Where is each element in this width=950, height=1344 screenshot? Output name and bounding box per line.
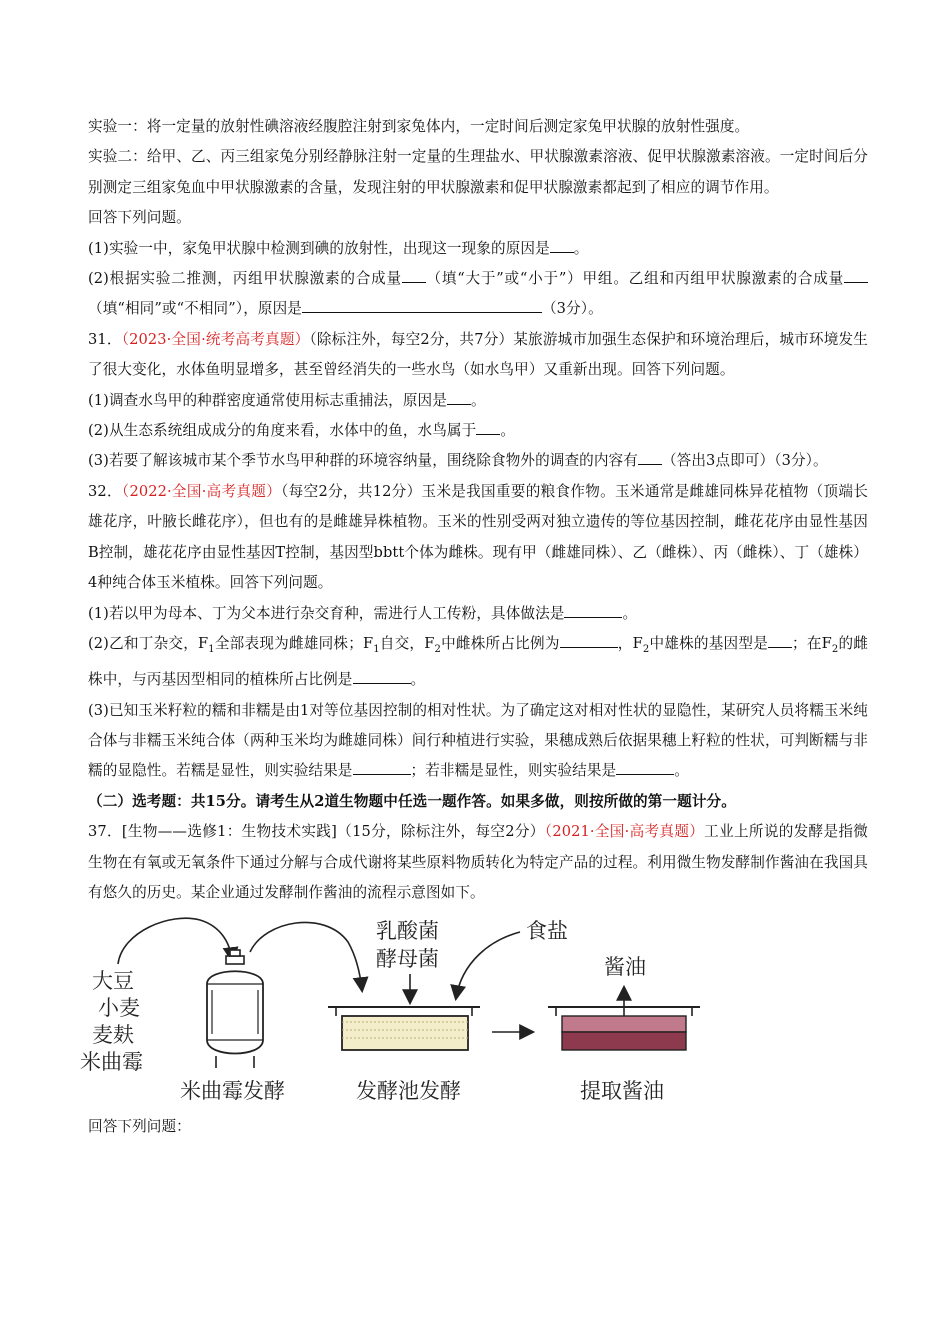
soy-sauce-flow-diagram	[80, 912, 880, 1112]
experiment-1: 实验一：将一定量的放射性碘溶液经腹腔注射到家兔体内，一定时间后测定家兔甲状腺的放射性强度。	[88, 118, 750, 135]
q32-stem: 32．（2022·全国·高考真题）（每空2分，共12分）玉米是我国重要的粮食作物。玉米通常是雌雄同株异花植物（顶端长雄花序，叶腋长雌花序），但也有的是雌雄异株植物。玉米的性别受两对独立遗传的等位基因控制，雌花花序由显性基因B控制，雄花花序由显性基因T控制，基因型bbtt个体为雌株。现有甲（雌雄同株）、乙（雌株）、丙（雌株）、丁（雄株）4种纯合体玉米植株。回答下列问题。	[88, 482, 868, 592]
microbe-yeast: 酵母菌	[376, 947, 439, 972]
q32-source: （2022·全国·高考真题）	[121, 482, 282, 500]
raw-material-wheat: 小麦	[98, 996, 140, 1021]
q37-source: （2021·全国·高考真题）	[544, 823, 705, 841]
answer-blank[interactable]	[616, 760, 674, 775]
salt-label: 食盐	[526, 919, 568, 944]
fermentation-pool-icon	[328, 1007, 480, 1050]
q32-part2: (2)乙和丁杂交，$F_1$全部表现为雌雄同株；$F_1$自交，$F_2$中雌株所占比例为 ，$F_2$中雄株的基因型是 ；在$F_2$的雌株中，与丙基因型相同的植株所占比例是 。	[88, 634, 869, 689]
raw-material-bran: 麦麸	[92, 1023, 134, 1048]
q31-source: （2023·全国·统考高考真题）	[121, 330, 310, 348]
answer-blank[interactable]	[564, 603, 622, 618]
raw-material-soybean: 大豆	[92, 969, 134, 994]
arrow-to-tank	[118, 919, 232, 965]
caption-step1: 米曲霉发酵	[180, 1079, 285, 1104]
q31-part1: (1)调查水鸟甲的种群密度通常使用标志重捕法，原因是 。	[88, 391, 486, 409]
product-label: 酱油	[604, 955, 646, 980]
q31-part2: (2)从生态系统组成成分的角度来看，水体中的鱼，水鸟属于 。	[88, 422, 516, 440]
q32-part3: (3)已知玉米籽粒的糯和非糯是由1对等位基因控制的相对性状。为了确定这对相对性状的显隐性，某研究人员将糯玉米纯合体与非糯玉米纯合体（两种玉米均为雌雄同株）间行种植进行实验，果穗成熟后依据果穗上籽粒的性状，可判断糯与非糯的显隐性。若糯是显性，则实验结果是 ；若非糯是显性，则实验结果是 。	[88, 701, 868, 780]
answer-blank[interactable]	[768, 633, 792, 648]
q32-part1: (1)若以甲为母本、丁为父本进行杂交育种，需进行人工传粉，具体做法是 。	[88, 604, 638, 622]
answer-blank[interactable]	[302, 298, 542, 313]
answer-blank[interactable]	[638, 450, 662, 465]
answer-blank[interactable]	[402, 268, 426, 283]
answer-blank[interactable]	[844, 268, 868, 283]
arrow-to-pool	[250, 923, 362, 991]
answer-blank[interactable]	[447, 390, 471, 405]
document-page	[80, 112, 869, 1143]
section-heading: （二）选考题：共15分。请考生从2道生物题中任选一题作答。如果多做，则按所做的第一题计分。	[88, 792, 736, 810]
q31-stem: 31．（2023·全国·统考高考真题）（除标注外，每空2分，共7分）某旅游城市加强生态保护和环境治理后，城市环境发生了很大变化，水体鱼明显增多，甚至曾经消失的一些水鸟（如水鸟甲）又重新出现。回答下列问题。	[88, 330, 868, 379]
microbe-lactic: 乳酸菌	[376, 919, 439, 944]
q31-part3: (3)若要了解该城市某个季节水鸟甲种群的环境容纳量，围绕除食物外的调查的内容有 （答出3点即可）（3分）。	[88, 452, 828, 470]
caption-step3: 提取酱油	[580, 1079, 664, 1104]
q37-stem: 37．[生物——选修1：生物技术实践]（15分，除标注外，每空2分）（2021·全国·高考真题）工业上所说的发酵是指微生物在有氧或无氧条件下通过分解与合成代谢将某些原料物质转化为特定产品的过程。利用微生物发酵制作酱油在我国具有悠久的历史。某企业通过发酵制作酱油的流程示意图如下。	[88, 823, 868, 902]
raw-material-aspergillus: 米曲霉	[80, 1050, 143, 1075]
answer-blank[interactable]	[353, 760, 411, 775]
q30-part2: (2)根据实验二推测，丙组甲状腺激素的合成量 （填“大于”或“小于”）甲组。乙组和丙组甲状腺激素的合成量（填“相同”或“不相同”），原因是 （3分）。	[88, 264, 868, 325]
final-prompt: 回答下列问题：	[88, 1118, 191, 1136]
q30-part1: (1)实验一中，家兔甲状腺中检测到碘的放射性，出现这一现象的原因是 。	[88, 239, 589, 257]
answer-prompt: 回答下列问题。	[88, 209, 191, 227]
answer-blank[interactable]	[476, 420, 500, 435]
fermentation-tank-icon	[207, 950, 263, 1068]
answer-blank[interactable]	[550, 238, 574, 253]
arrow-salt	[456, 932, 520, 998]
experiment-2: 实验二：给甲、乙、丙三组家兔分别经静脉注射一定量的生理盐水、甲状腺激素溶液、促甲状腺激素溶液。一定时间后分别测定三组家兔血中甲状腺激素的含量，发现注射的甲状腺激素和促甲状腺激素都起到了相应的调节作用。	[88, 148, 868, 196]
answer-blank[interactable]	[560, 633, 618, 648]
answer-blank[interactable]	[353, 669, 411, 684]
caption-step2: 发酵池发酵	[356, 1079, 461, 1104]
